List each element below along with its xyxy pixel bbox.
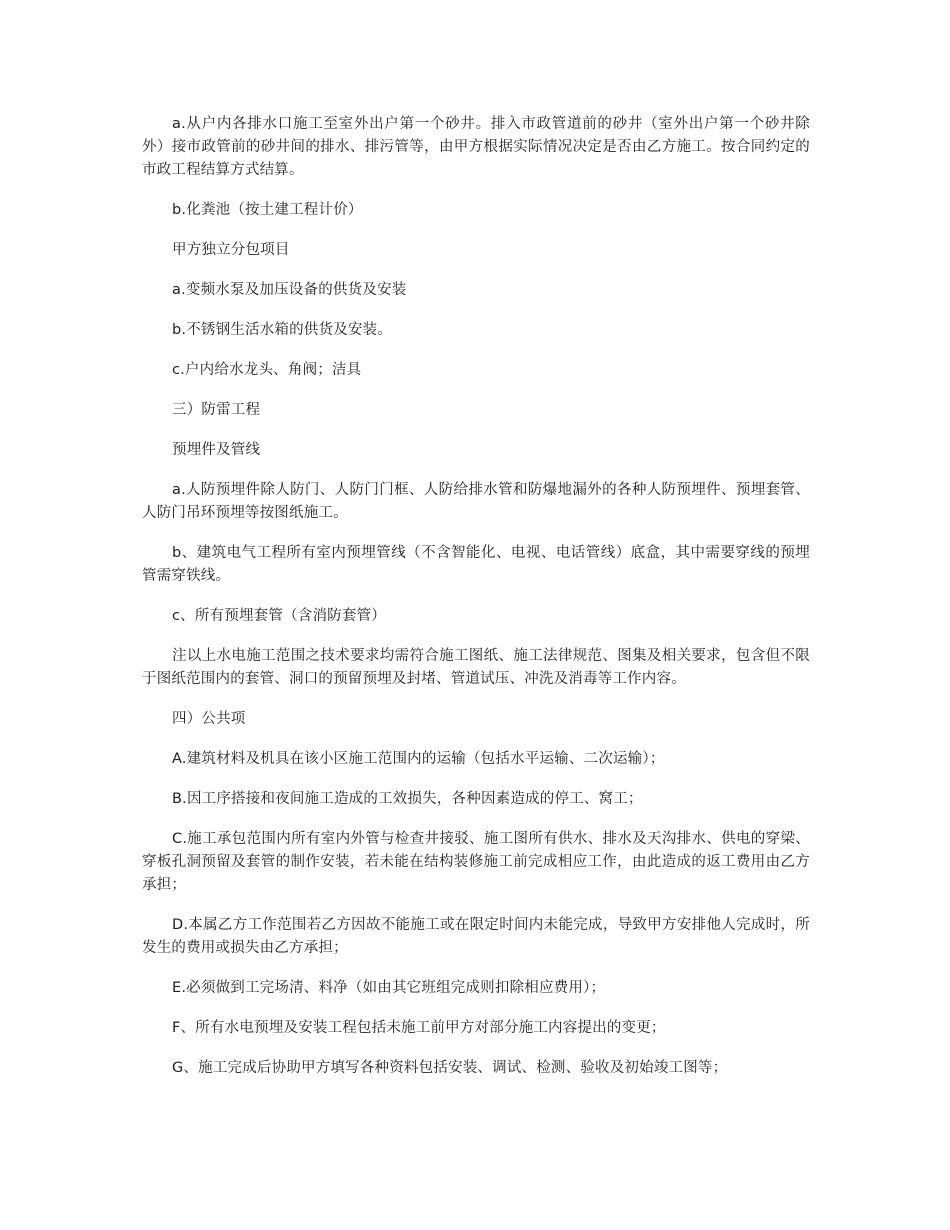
section-heading-public-items: 四）公共项: [172, 711, 246, 727]
paragraph-water-tank: b.不锈钢生活水箱的供货及安装。: [172, 322, 393, 338]
paragraph-efficiency-loss: B.因工序搭接和夜间施工造成的工效损失，各种因素造成的停工、窝工；: [172, 791, 643, 807]
paragraph-design-changes: F、所有水电预埋及安装工程包括未施工前甲方对部分施工内容提出的变更；: [172, 1020, 666, 1036]
paragraph-septic-tank: b.化粪池（按土建工程计价）: [172, 202, 363, 218]
paragraph-site-cleanup: E.必须做到工完场清、料净（如由其它班组完成则扣除相应费用）；: [172, 980, 606, 996]
paragraph-pipe-connections: C.施工承包范围内所有室内外管与检查井接驳、施工图所有供水、排水及天沟排水、供电的穿梁、穿板孔洞预留及套管的制作安装，若未能在结构装修施工前完成相应工作，由此造成的返工费用由乙方承担；: [142, 831, 810, 893]
paragraph-owner-subcontract-heading: 甲方独立分包项目: [172, 242, 290, 258]
paragraph-failure-costs: D.本属乙方工作范围若乙方因故不能施工或在限定时间内未能完成，导致甲方安排他人完成时，所发生的费用或损失由乙方承担；: [142, 917, 810, 956]
paragraph-embedded-parts-heading: 预埋件及管线: [172, 442, 261, 458]
paragraph-pump-equipment: a.变频水泵及加压设备的供货及安装: [172, 282, 407, 298]
section-heading-lightning-protection: 三）防雷工程: [172, 402, 261, 418]
paragraph-technical-requirements-note: 注以上水电施工范围之技术要求均需符合施工图纸、施工法律规范、图集及相关要求，包含但不限于图纸范围内的套管、洞口的预留预埋及封堵、管道试压、冲洗及消毒等工作内容。: [142, 648, 810, 687]
paragraph-electrical-conduits: b、建筑电气工程所有室内预埋管线（不含智能化、电视、电话管线）底盒，其中需要穿线的预埋管需穿铁线。: [142, 545, 810, 584]
paragraph-embedded-sleeves: c、所有预埋套管（含消防套管）: [172, 608, 386, 624]
paragraph-faucets-fixtures: c.户内给水龙头、角阀；洁具: [172, 362, 362, 378]
paragraph-drainage-scope: a.从户内各排水口施工至室外出户第一个砂井。排入市政管道前的砂井（室外出户第一个砂井除外）接市政管前的砂井间的排水、排污管等，由甲方根据实际情况决定是否由乙方施工。按合同约定的市政工程结算方式结算。: [142, 116, 810, 178]
paragraph-material-transport: A.建筑材料及机具在该小区施工范围内的运输（包括水平运输、二次运输）；: [172, 751, 665, 767]
paragraph-civil-defense-embedded: a.人防预埋件除人防门、人防门门框、人防给排水管和防爆地漏外的各种人防预埋件、预埋套管、人防门吊环预埋等按图纸施工。: [142, 482, 810, 521]
paragraph-documentation-assistance: G、施工完成后协助甲方填写各种资料包括安装、调试、检测、验收及初始竣工图等；: [172, 1060, 728, 1076]
